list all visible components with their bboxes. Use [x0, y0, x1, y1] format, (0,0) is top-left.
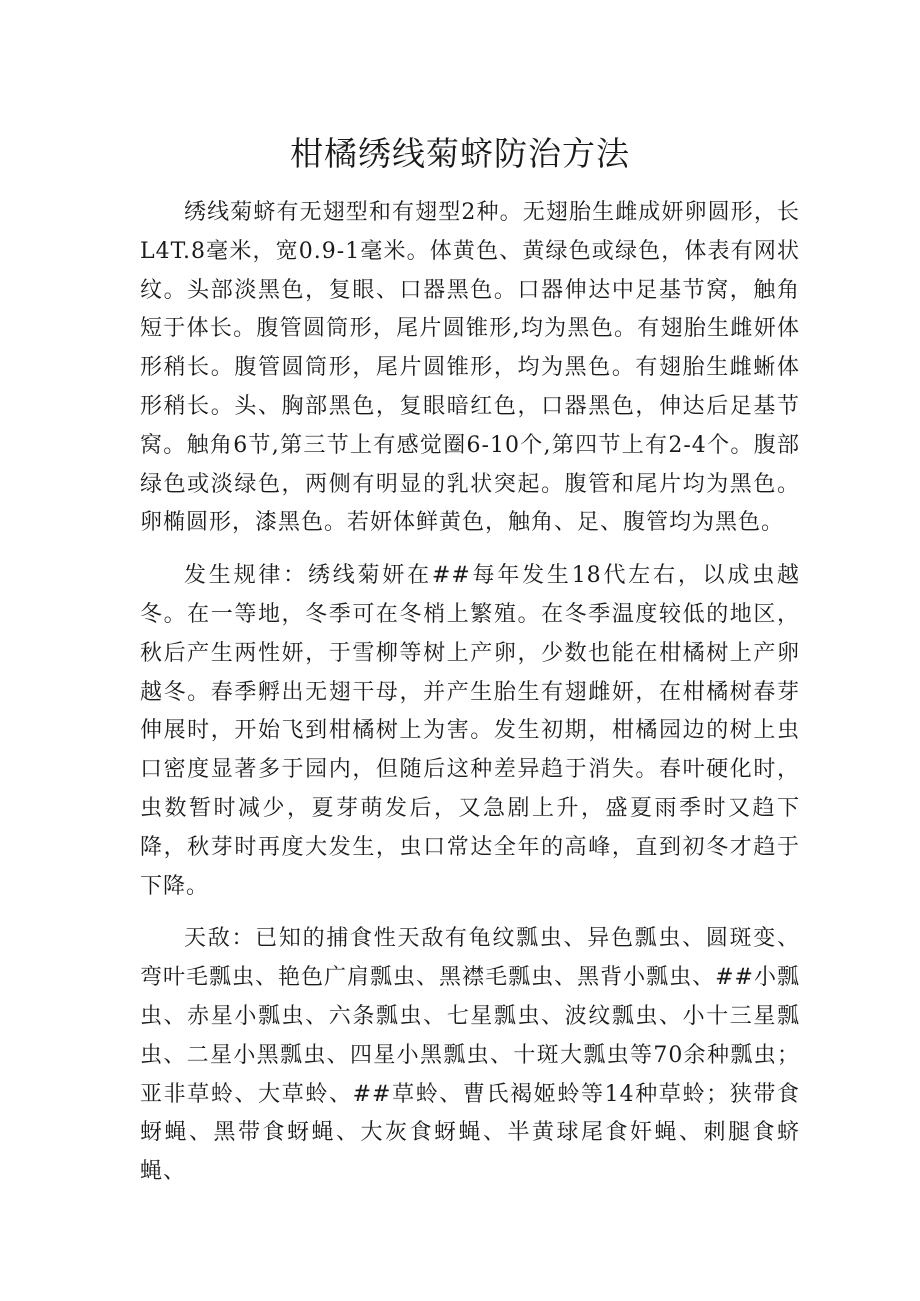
paragraph-occurrence-pattern: 发生规律：绣线菊妍在##每年发生18代左右，以成虫越冬。在一等地，冬季可在冬梢上繁殖。在冬季温度较低的地区，秋后产生两性妍，于雪柳等树上产卵，少数也能在柑橘树上产卵越冬。春季孵出无翅干母，并产生胎生有翅雌妍，在柑橘树春芽伸展时，开始飞到柑橘树上为害。发生初期，柑橘园边的树上虫口密度显著多于园内，但随后这种差异趋于消失。春叶硬化时，虫数暂时减少，夏芽萌发后，又急剧上升，盛夏雨季时又趋下降，秋芽时再度大发生，虫口常达全年的高峰，直到初冬才趋于下降。 — [140, 563, 800, 899]
paragraph-natural-enemies: 天敌：已知的捕食性天敌有龟纹瓢虫、异色瓢虫、圆斑变、弯叶毛瓢虫、艳色广肩瓢虫、黑襟毛瓢虫、黑背小瓢虫、##小瓢虫、赤星小瓢虫、六条瓢虫、七星瓢虫、波纹瓢虫、小十三星瓢虫、二星小黑瓢虫、四星小黑瓢虫、十斑大瓢虫等70余种瓢虫；亚非草蛉、大草蛉、##草蛉、曹氏褐姬蛉等14种草蛉；狭带食蚜蝇、黑带食蚜蝇、大灰食蚜蝇、半黄球尾食奸蝇、刺腿食蛴蝇、 — [140, 926, 800, 1185]
page-title: 柑橘绣线菊蛴防治方法 — [290, 134, 630, 173]
document-body — [140, 194, 800, 1206]
paragraph-morphology: 绣线菊蛴有无翅型和有翅型2种。无翅胎生雌成妍卵圆形，长L4T.8毫米，宽0.9-1毫米。体黄色、黄绿色或绿色，体表有网状纹。头部淡黑色，复眼、口器黑色。口器伸达中足基节窝，触角短于体长。腹管圆筒形，尾片圆锥形,均为黑色。有翅胎生雌妍体形稍长。腹管圆筒形，尾片圆锥形，均为黑色。有翅胎生雌蜥体形稍长。头、胸部黑色，复眼暗红色，口器黑色，伸达后足基节窝。触角6节,第三节上有感觉圈6-10个,第四节上有2-4个。腹部绿色或淡绿色，两侧有明显的乳状突起。腹管和尾片均为黑色。卵椭圆形，漆黑色。若妍体鲜黄色，触角、足、腹管均为黑色。 — [140, 200, 800, 536]
